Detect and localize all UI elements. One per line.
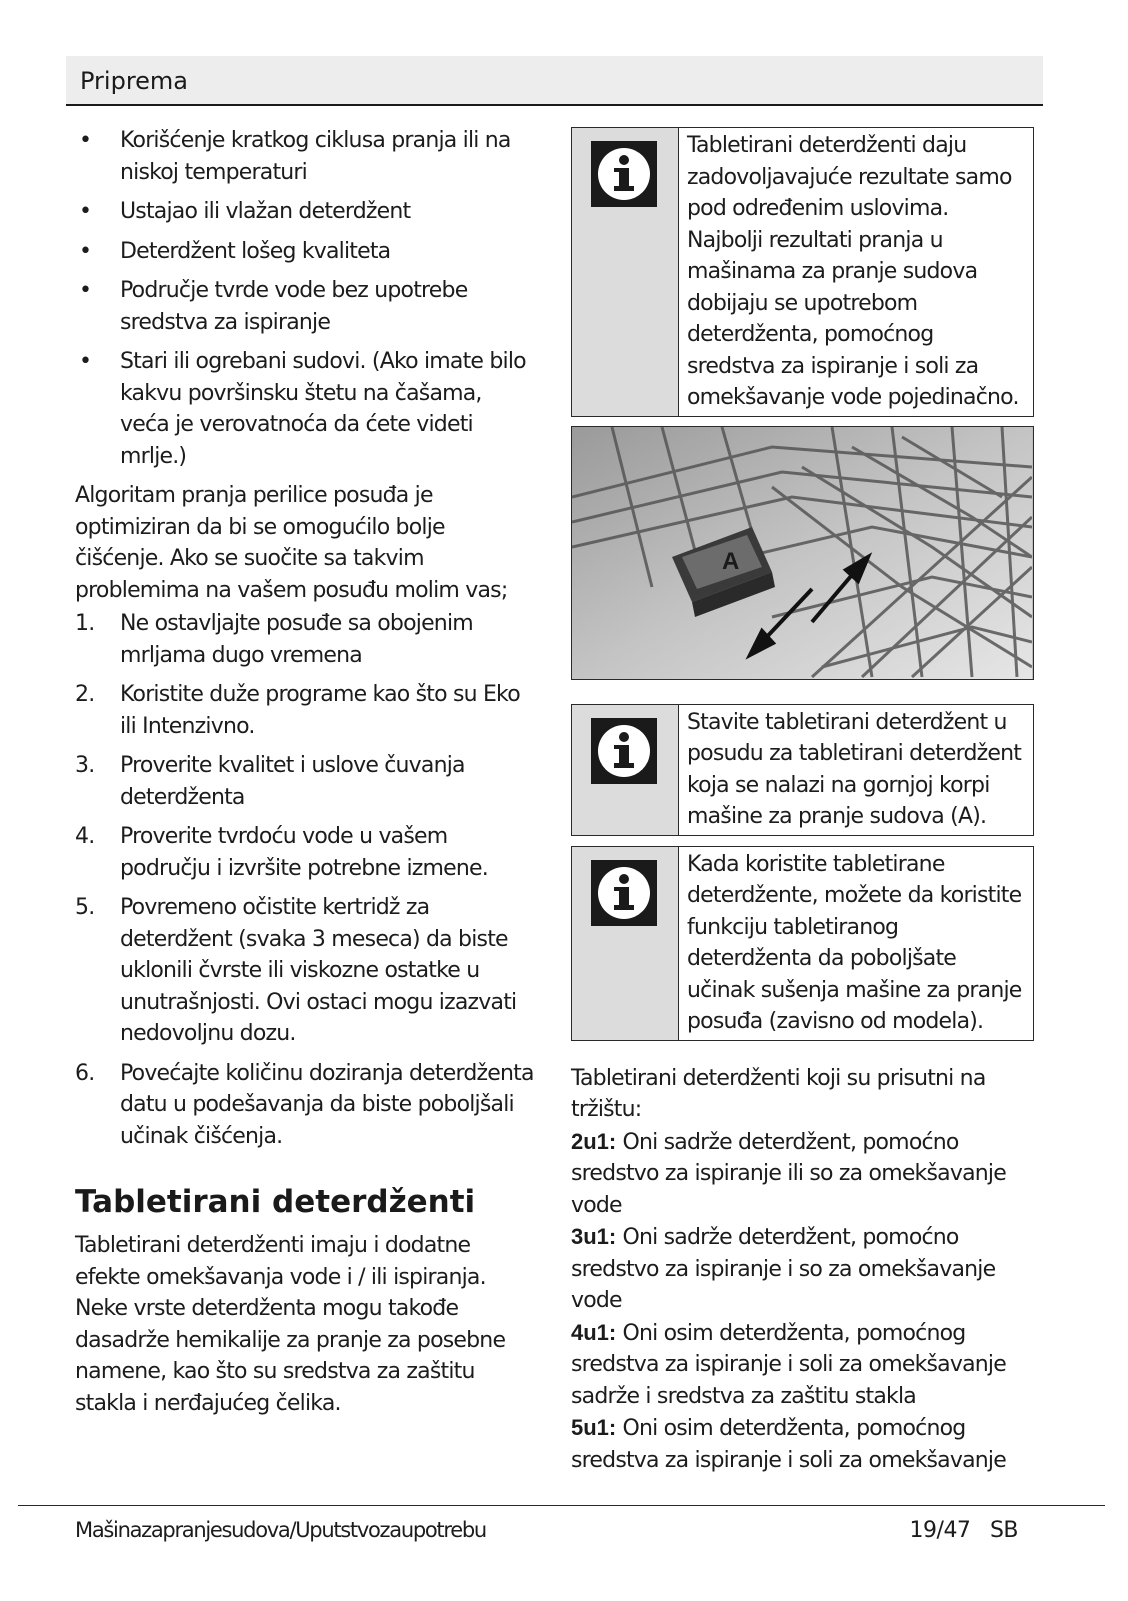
page-number: 19/47	[909, 1518, 971, 1543]
info-icon	[591, 141, 657, 207]
note-text: Stavite tabletirani deterdžent u posudu za tabletirani deterdžent koja se nalazi na gornjoj korpi mašine za pranje sudova (A).	[687, 709, 1022, 829]
info-note-tablet-placement	[571, 704, 1034, 836]
note-text: Tabletirani deterdženti daju zadovoljavajuće rezultate samo pod određenim uslovima. Najbolji rezultati pranja u mašinama za pranje sudova dobijaju se upotrebom deterdženta, pomoćnog sredstva za ispiranje i soli za omekšavanje vode pojedinačno.	[687, 133, 1019, 410]
list-item: 5. Povremeno očistite kertridž za deterdžent (svaka 3 meseca) da biste uklonili čvrste ili viskozne ostatke u unutrašnjosti. Ovi ostaci mogu izazvati nedovoljnu dozu.	[75, 895, 517, 1046]
info-note-tablet-function	[571, 846, 1034, 1041]
tablet-type-5u1: 5u1: Oni osim deterdženta, pomoćnog sredstva za ispiranje i soli za omekšavanje	[571, 1415, 1006, 1473]
market-intro: Tabletirani deterdženti koji su prisutni na tržištu:	[571, 1065, 986, 1122]
info-icon	[591, 860, 657, 926]
algorithm-intro: Algoritam pranja perilice posuđa je optimiziran da bi se omogućilo bolje čišćenje. Ako se suočite sa takvim problemima na vašem posuđu molim vas;	[75, 483, 508, 603]
left-column	[75, 125, 535, 1419]
basket-image	[572, 427, 1032, 679]
list-item: 3. Proverite kvalitet i uslove čuvanja deterdženta	[75, 753, 465, 810]
list-item: • Korišćenje kratkog ciklusa pranja ili na niskoj temperaturi	[79, 128, 511, 185]
info-icon-cell	[572, 128, 679, 416]
list-item: • Deterdžent lošeg kvaliteta	[79, 238, 391, 264]
right-column	[571, 127, 1034, 1476]
tablet-type-4u1: 4u1: Oni osim deterdženta, pomoćnog sredstva za ispiranje i soli za omekšavanje sadrže i sredstva za zaštitu stakla	[571, 1319, 1006, 1409]
page-header	[66, 56, 1043, 106]
recommendation-list	[75, 608, 535, 1152]
footer-document-title: Mašinazapranjesudova/Uputstvozaupotrebu	[75, 1518, 486, 1542]
figure-label-a: A	[722, 547, 739, 575]
list-item: 6. Povećajte količinu doziranja deterdženta datu u podešavanja da biste poboljšali učinak čišćenja.	[75, 1060, 534, 1149]
list-item: • Područje tvrde vode bez upotrebe sredstva za ispiranje	[79, 278, 468, 335]
info-icon	[591, 718, 657, 784]
section-text: Tabletirani deterdženti imaju i dodatne efekte omekšavanja vode i / ili ispiranja. Neke vrste deterdženta mogu takođe dasadrže hemikalije za pranje za posebne namene, kao što su sredstva za zaštitu stakla i nerđajućeg čelika.	[75, 1233, 506, 1416]
list-item: 2. Koristite duže programe kao što su Eko ili Intenzivno.	[75, 682, 520, 739]
problem-bullet-list	[75, 125, 535, 472]
footer-page-info	[910, 1518, 1018, 1543]
info-icon-cell	[572, 847, 679, 1040]
upper-basket-illustration	[571, 426, 1034, 680]
list-item: 4. Proverite tvrdoću vode u vašem području i izvršite potrebne izmene.	[75, 824, 488, 881]
section-title: Tabletirani deterdženti	[75, 1184, 476, 1220]
tablet-type-2u1: 2u1: Oni sadrže deterdžent, pomoćno sredstvo za ispiranje ili so za omekšavanje vode	[571, 1128, 1006, 1218]
list-item: • Ustajao ili vlažan deterdžent	[79, 199, 411, 224]
tablet-type-3u1: 3u1: Oni sadrže deterdžent, pomoćno sredstvo za ispiranje i so za omekšavanje vode	[571, 1224, 996, 1313]
footer-divider	[18, 1505, 1105, 1506]
page-header-title: Priprema	[80, 67, 189, 95]
info-icon-cell	[572, 705, 679, 835]
list-item: • Stari ili ogrebani sudovi. (Ako imate bilo kakvu površinsku štetu na čašama, veća je verovatnoća da ćete videti mrlje.)	[79, 349, 526, 469]
list-item: 1. Ne ostavljajte posuđe sa obojenim mrljama dugo vremena	[75, 611, 473, 668]
note-text: Kada koristite tabletirane deterdžente, možete da koristite funkciju tabletiranog deterdženta da poboljšate učinak sušenja mašine za pranje posuđa (zavisno od modela).	[687, 851, 1022, 1034]
language-code: SB	[989, 1518, 1018, 1543]
info-note-tablet-results	[571, 127, 1034, 417]
